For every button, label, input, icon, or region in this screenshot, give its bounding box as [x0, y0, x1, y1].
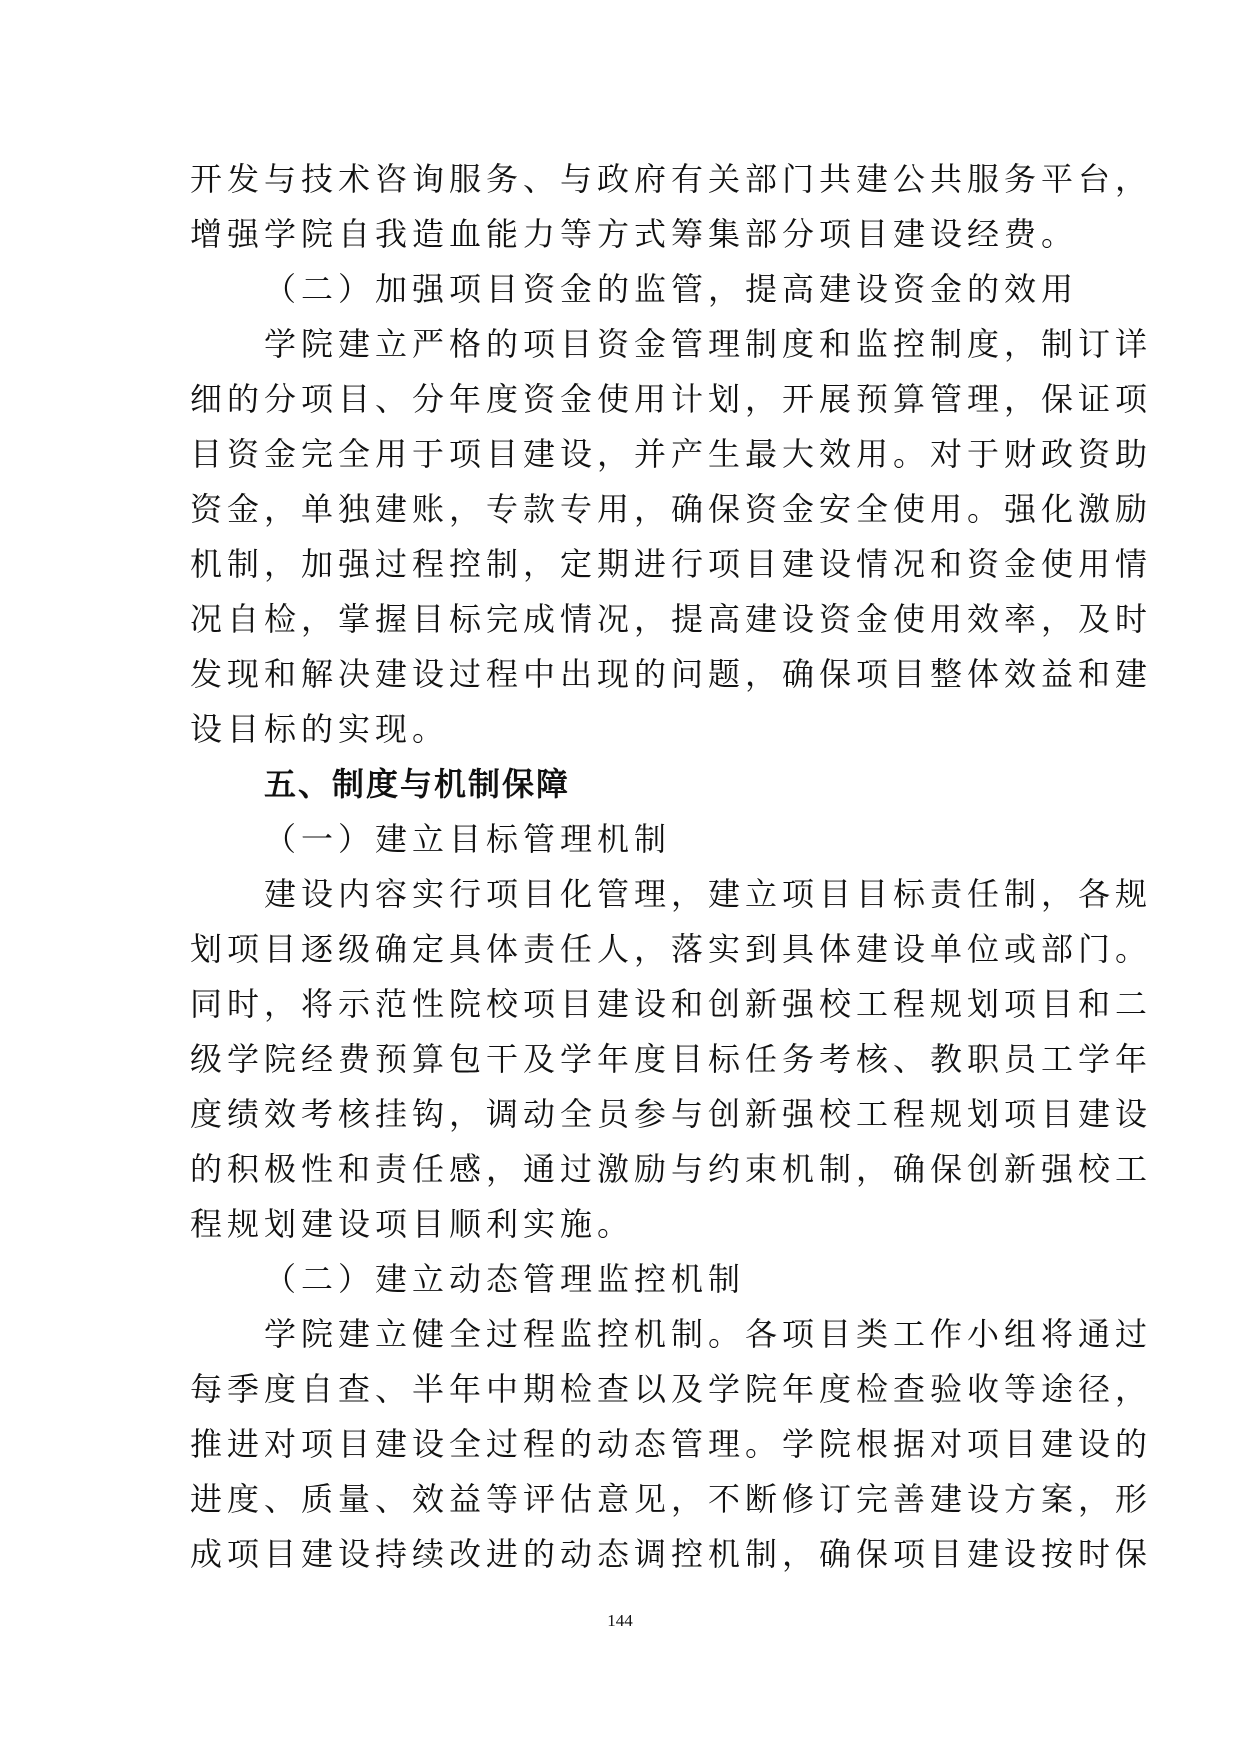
- text-line: （一）建立目标管理机制: [264, 820, 672, 858]
- text-line: 细的分项目、分年度资金使用计划，开展预算管理，保证项: [190, 380, 1153, 418]
- section-heading: 五、制度与机制保障: [264, 765, 571, 803]
- text-line: 目资金完全用于项目建设，并产生最大效用。对于财政资助: [190, 435, 1153, 473]
- text-line: 机制，加强过程控制，定期进行项目建设情况和资金使用情: [190, 545, 1153, 583]
- text-line: 资金，单独建账，专款专用，确保资金安全使用。强化激励: [190, 490, 1153, 528]
- page-number: 144: [607, 1611, 633, 1630]
- text-line: 学院建立严格的项目资金管理制度和监控制度，制订详: [264, 325, 1153, 363]
- text-line: 况自检，掌握目标完成情况，提高建设资金使用效率，及时: [190, 600, 1153, 638]
- text-line: 建设内容实行项目化管理，建立项目目标责任制，各规: [264, 875, 1153, 913]
- text-line: 学院建立健全过程监控机制。各项目类工作小组将通过: [264, 1315, 1153, 1353]
- text-line: 发现和解决建设过程中出现的问题，确保项目整体效益和建: [190, 655, 1153, 693]
- text-line: （二）加强项目资金的监管，提高建设资金的效用: [264, 270, 1079, 308]
- text-line: 成项目建设持续改进的动态调控机制，确保项目建设按时保: [190, 1535, 1153, 1573]
- text-line: （二）建立动态管理监控机制: [264, 1260, 746, 1298]
- text-line: 同时，将示范性院校项目建设和创新强校工程规划项目和二: [190, 985, 1153, 1023]
- text-line: 的积极性和责任感，通过激励与约束机制，确保创新强校工: [190, 1150, 1153, 1188]
- text-line: 增强学院自我造血能力等方式筹集部分项目建设经费。: [190, 215, 1079, 253]
- document-body: [190, 152, 1153, 1582]
- text-line: 推进对项目建设全过程的动态管理。学院根据对项目建设的: [190, 1425, 1153, 1463]
- text-line: 开发与技术咨询服务、与政府有关部门共建公共服务平台，: [190, 160, 1153, 198]
- text-line: 度绩效考核挂钩，调动全员参与创新强校工程规划项目建设: [190, 1095, 1153, 1133]
- text-line: 划项目逐级确定具体责任人，落实到具体建设单位或部门。: [190, 930, 1153, 968]
- text-line: 设目标的实现。: [190, 710, 450, 748]
- text-line: 每季度自查、半年中期检查以及学院年度检查验收等途径，: [190, 1370, 1153, 1408]
- text-line: 程规划建设项目顺利实施。: [190, 1205, 635, 1243]
- text-line: 进度、质量、效益等评估意见，不断修订完善建设方案，形: [190, 1480, 1153, 1518]
- text-line: 级学院经费预算包干及学年度目标任务考核、教职员工学年: [190, 1040, 1153, 1078]
